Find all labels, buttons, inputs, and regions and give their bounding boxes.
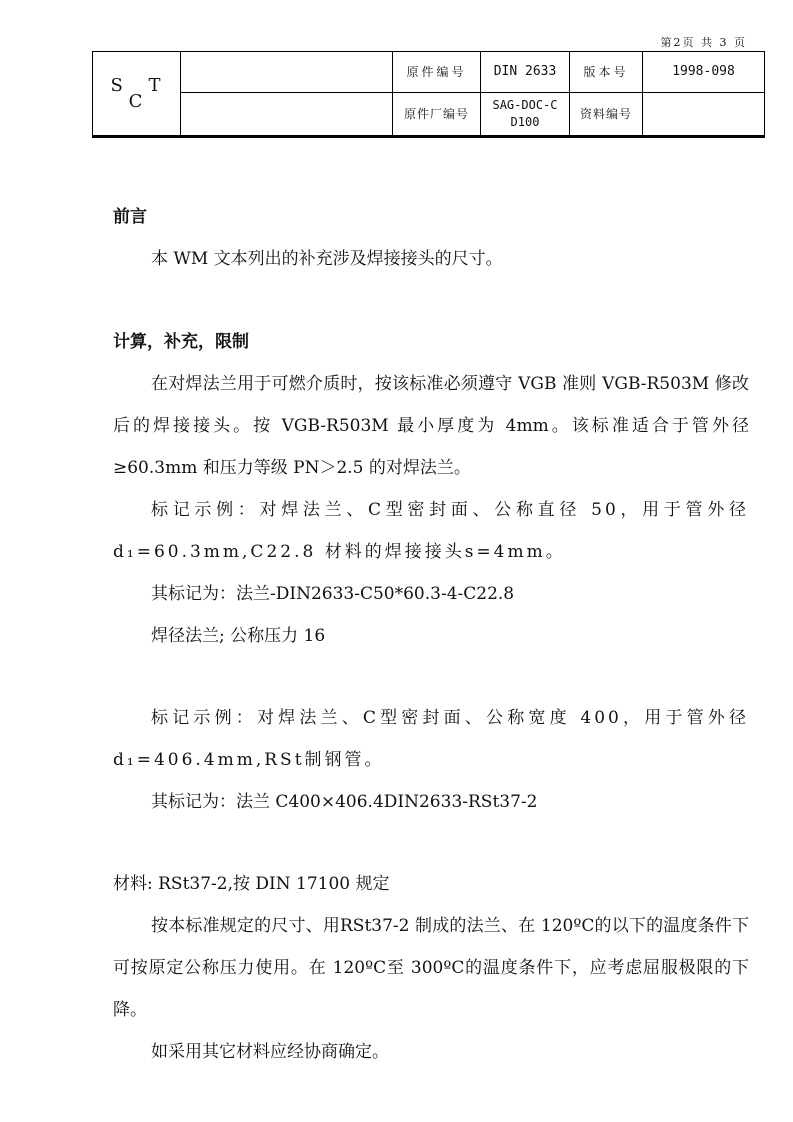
calc-paragraph: 在对焊法兰用于可燃介质时，按该标准必须遵守 VGB 准则 VGB-R503M 修改后的焊接接头。按 VGB-R503M 最小厚度为 4mm。该标准适合于管外径≥60.3mm 和压力等级 PN＞2.5 的对焊法兰。 (113, 374, 749, 478)
document-body (113, 196, 749, 1073)
version-value: 1998-098 (643, 52, 765, 93)
data-no-label: 资料编号 (570, 93, 643, 137)
example2-paragraph: 标记示例：对焊法兰、C型密封面、公称宽度 400，用于管外径 d₁=406.4mm,RSt制钢管。 (113, 708, 749, 770)
org-name: S T C (93, 52, 181, 137)
other-material-paragraph: 如采用其它材料应经协商确定。 (151, 1042, 389, 1062)
document-header-table (92, 51, 765, 138)
preface-heading: 前言 (113, 207, 147, 227)
example1-mark: 其标记为：法兰-DIN2633-C50*60.3-4-C22.8 (151, 584, 515, 604)
version-label: 版本号 (570, 52, 643, 93)
preface-paragraph: 本 WM 文本列出的补充涉及焊接接头的尺寸。 (151, 249, 503, 269)
subtitle-cell (181, 93, 393, 137)
example1-paragraph: 标记示例：对焊法兰、C型密封面、公称直径 50，用于管外径 d₁=60.3mm,C22.8 材料的焊接接头s=4mm。 (113, 500, 749, 562)
factory-no-value: SAG-DOC-C D100 (481, 93, 570, 137)
factory-no-label: 原件厂编号 (393, 93, 481, 137)
title-cell (181, 52, 393, 93)
page-number: 第2页 共 3 页 (660, 36, 747, 49)
original-no-value: DIN 2633 (481, 52, 570, 93)
example2-mark: 其标记为：法兰 C400×406.4DIN2633-RSt37-2 (151, 792, 538, 812)
data-no-value (643, 93, 765, 137)
material-line: 材料: RSt37-2,按 DIN 17100 规定 (113, 874, 390, 894)
material-paragraph: 按本标准规定的尺寸、用RSt37-2 制成的法兰、在 120ºC的以下的温度条件下可按原定公称压力使用。在 120ºC至 300ºC的温度条件下，应考虑屈服极限的下降。 (113, 916, 749, 1020)
original-no-label: 原件编号 (393, 52, 481, 93)
example1-note: 焊径法兰; 公称压力 16 (151, 626, 326, 646)
calc-heading: 计算，补充，限制 (113, 332, 249, 352)
